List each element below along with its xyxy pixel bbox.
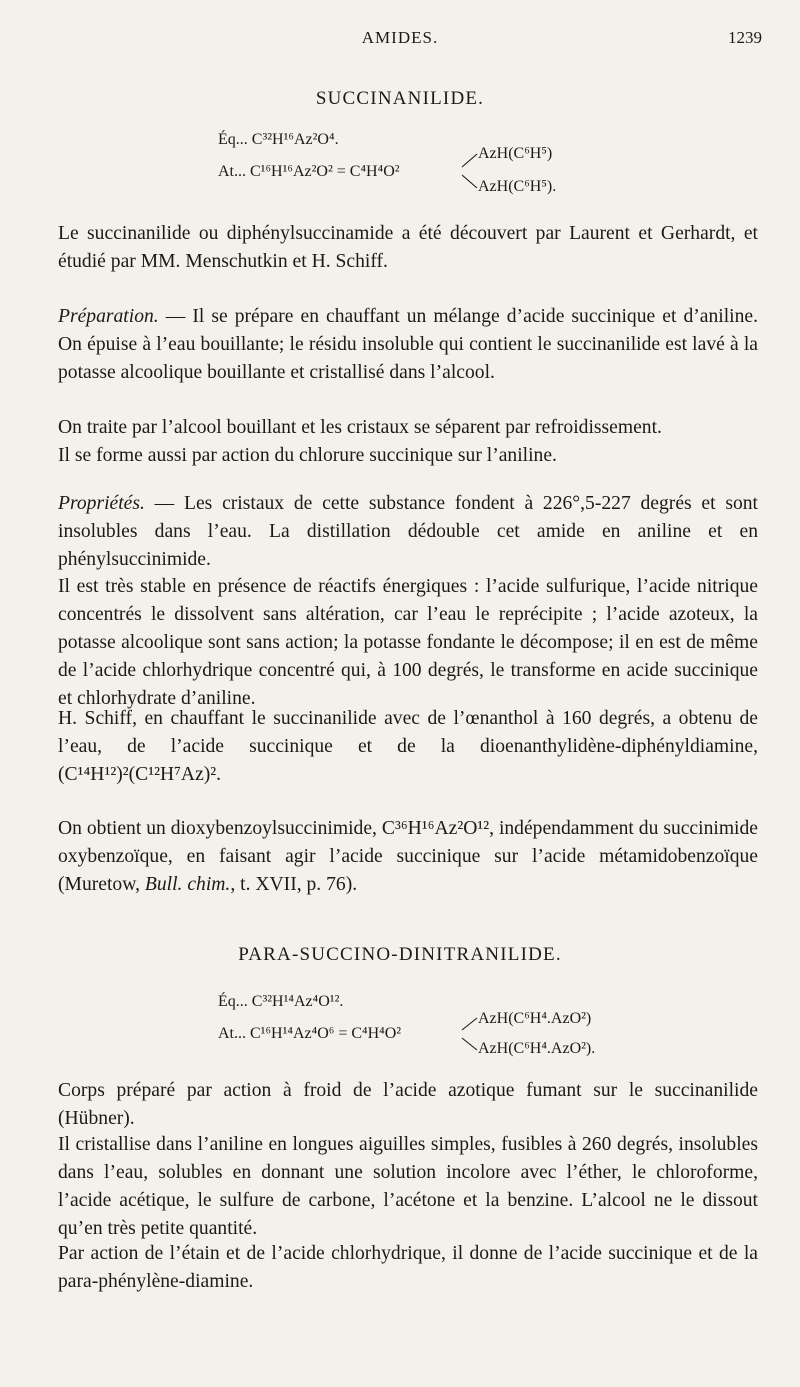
at-label-2: At... — [218, 1025, 246, 1042]
paragraph-crystallization: Il cristallise dans l’aniline en longues aiguilles simples, fusibles à 260 degrés, insolubles dans l’eau, solubles en donnant une solution incolore avec l’éther, le chloroforme, l’acide acétique, le sulfure de carbone, l’acétone et la benzine. L’alcool ne le dissout qu’en très petite quantité. — [58, 1134, 758, 1239]
branch-lower: AzH(C⁶H⁵). — [478, 178, 557, 195]
dioxybenzoyl-text: On obtient un dioxybenzoylsuccinimide, C³⁶H¹⁶Az²O¹², indépendamment du succinimide oxybenzoïque, en faisant agir l’acide succinique sur l’acide métamidobenzoïque (Muretow, — [58, 818, 758, 895]
paragraph-formation: Il se forme aussi par action du chlorure succinique sur l’aniline. — [58, 445, 557, 466]
paragraph-body-prepared: Corps préparé par action à froid de l’acide azotique fumant sur le succinanilide (Hübner). — [58, 1080, 758, 1129]
running-header: AMIDES. — [361, 28, 439, 47]
eq-value: C³²H¹⁶Az²O⁴. — [251, 131, 339, 148]
section-title-para-succino-dinitranilide: PARA-SUCCINO-DINITRANILIDE. — [238, 944, 562, 965]
branch-upper: AzH(C⁶H⁵) — [478, 145, 553, 162]
paragraph-reduction: Par action de l’étain et de l’acide chlorhydrique, il donne de l’acide succinique et de la para-phénylène-diamine. — [58, 1243, 758, 1292]
dioxybenzoyl-tail: , t. XVII, p. 76). — [230, 874, 358, 895]
section-title-succinanilide: SUCCINANILIDE. — [315, 88, 485, 109]
paragraph-intro: Le succinanilide ou diphénylsuccinamide a été découvert par Laurent et Gerhardt, et étudié par MM. Menschutkin et H. Schiff. — [58, 223, 758, 272]
page-number: 1239 — [728, 28, 762, 47]
eq-label: Éq... — [218, 131, 248, 148]
at-value: C¹⁶H¹⁶Az²O² = C⁴H⁴O² — [250, 163, 400, 180]
lead-preparation: Préparation. — [58, 306, 159, 327]
branch-upper-2: AzH(C⁶H⁴.AzO²) — [478, 1010, 592, 1027]
paragraph-recrystallization: On traite par l’alcool bouillant et les cristaux se séparent par refroidissement. — [58, 417, 662, 438]
paragraph-schiff: H. Schiff, en chauffant le succinanilide avec de l’œnanthol à 160 degrés, a obtenu de l’eau, de l’acide succinique et de la dioenanthylidène-diphényldiamine, (C¹⁴H¹²)²(C¹²H⁷Az)². — [58, 708, 758, 785]
at-label: At... — [218, 163, 246, 180]
lead-properties: Propriétés. — [58, 493, 145, 514]
eq-label-2: Éq... — [218, 993, 248, 1010]
journal-ref: Bull. chim. — [144, 874, 231, 895]
properties-text: — Les cristaux de cette substance fondent à 226°,5-227 degrés et sont insolubles dans l’eau. La distillation dédouble cet amide en aniline et en phénylsuccinimide. — [58, 493, 758, 570]
at-value-2: C¹⁶H¹⁴Az⁴O⁶ = C⁴H⁴O² — [250, 1025, 402, 1042]
paragraph-stability: Il est très stable en présence de réactifs énergiques : l’acide sulfurique, l’acide nitrique concentrés le dissolvent sans altération, car l’eau le reprécipite ; l’acide azoteux, la potasse alcoolique sont sans action; la potasse fondante le décompose; il en est de même de l’acide chlorhydrique concentré qui, à 100 degrés, le transforme en acide succinique et chlorhydrate d’aniline. — [58, 576, 758, 709]
preparation-text: — Il se prépare en chauffant un mélange d’acide succinique et d’aniline. On épuise à l’eau bouillante; le résidu insoluble qui contient le succinanilide est lavé à la potasse alcoolique bouillante et cristallisé dans l’alcool. — [58, 306, 758, 383]
branch-lower-2: AzH(C⁶H⁴.AzO²). — [478, 1040, 596, 1057]
eq-value-2: C³²H¹⁴Az⁴O¹². — [251, 993, 344, 1010]
